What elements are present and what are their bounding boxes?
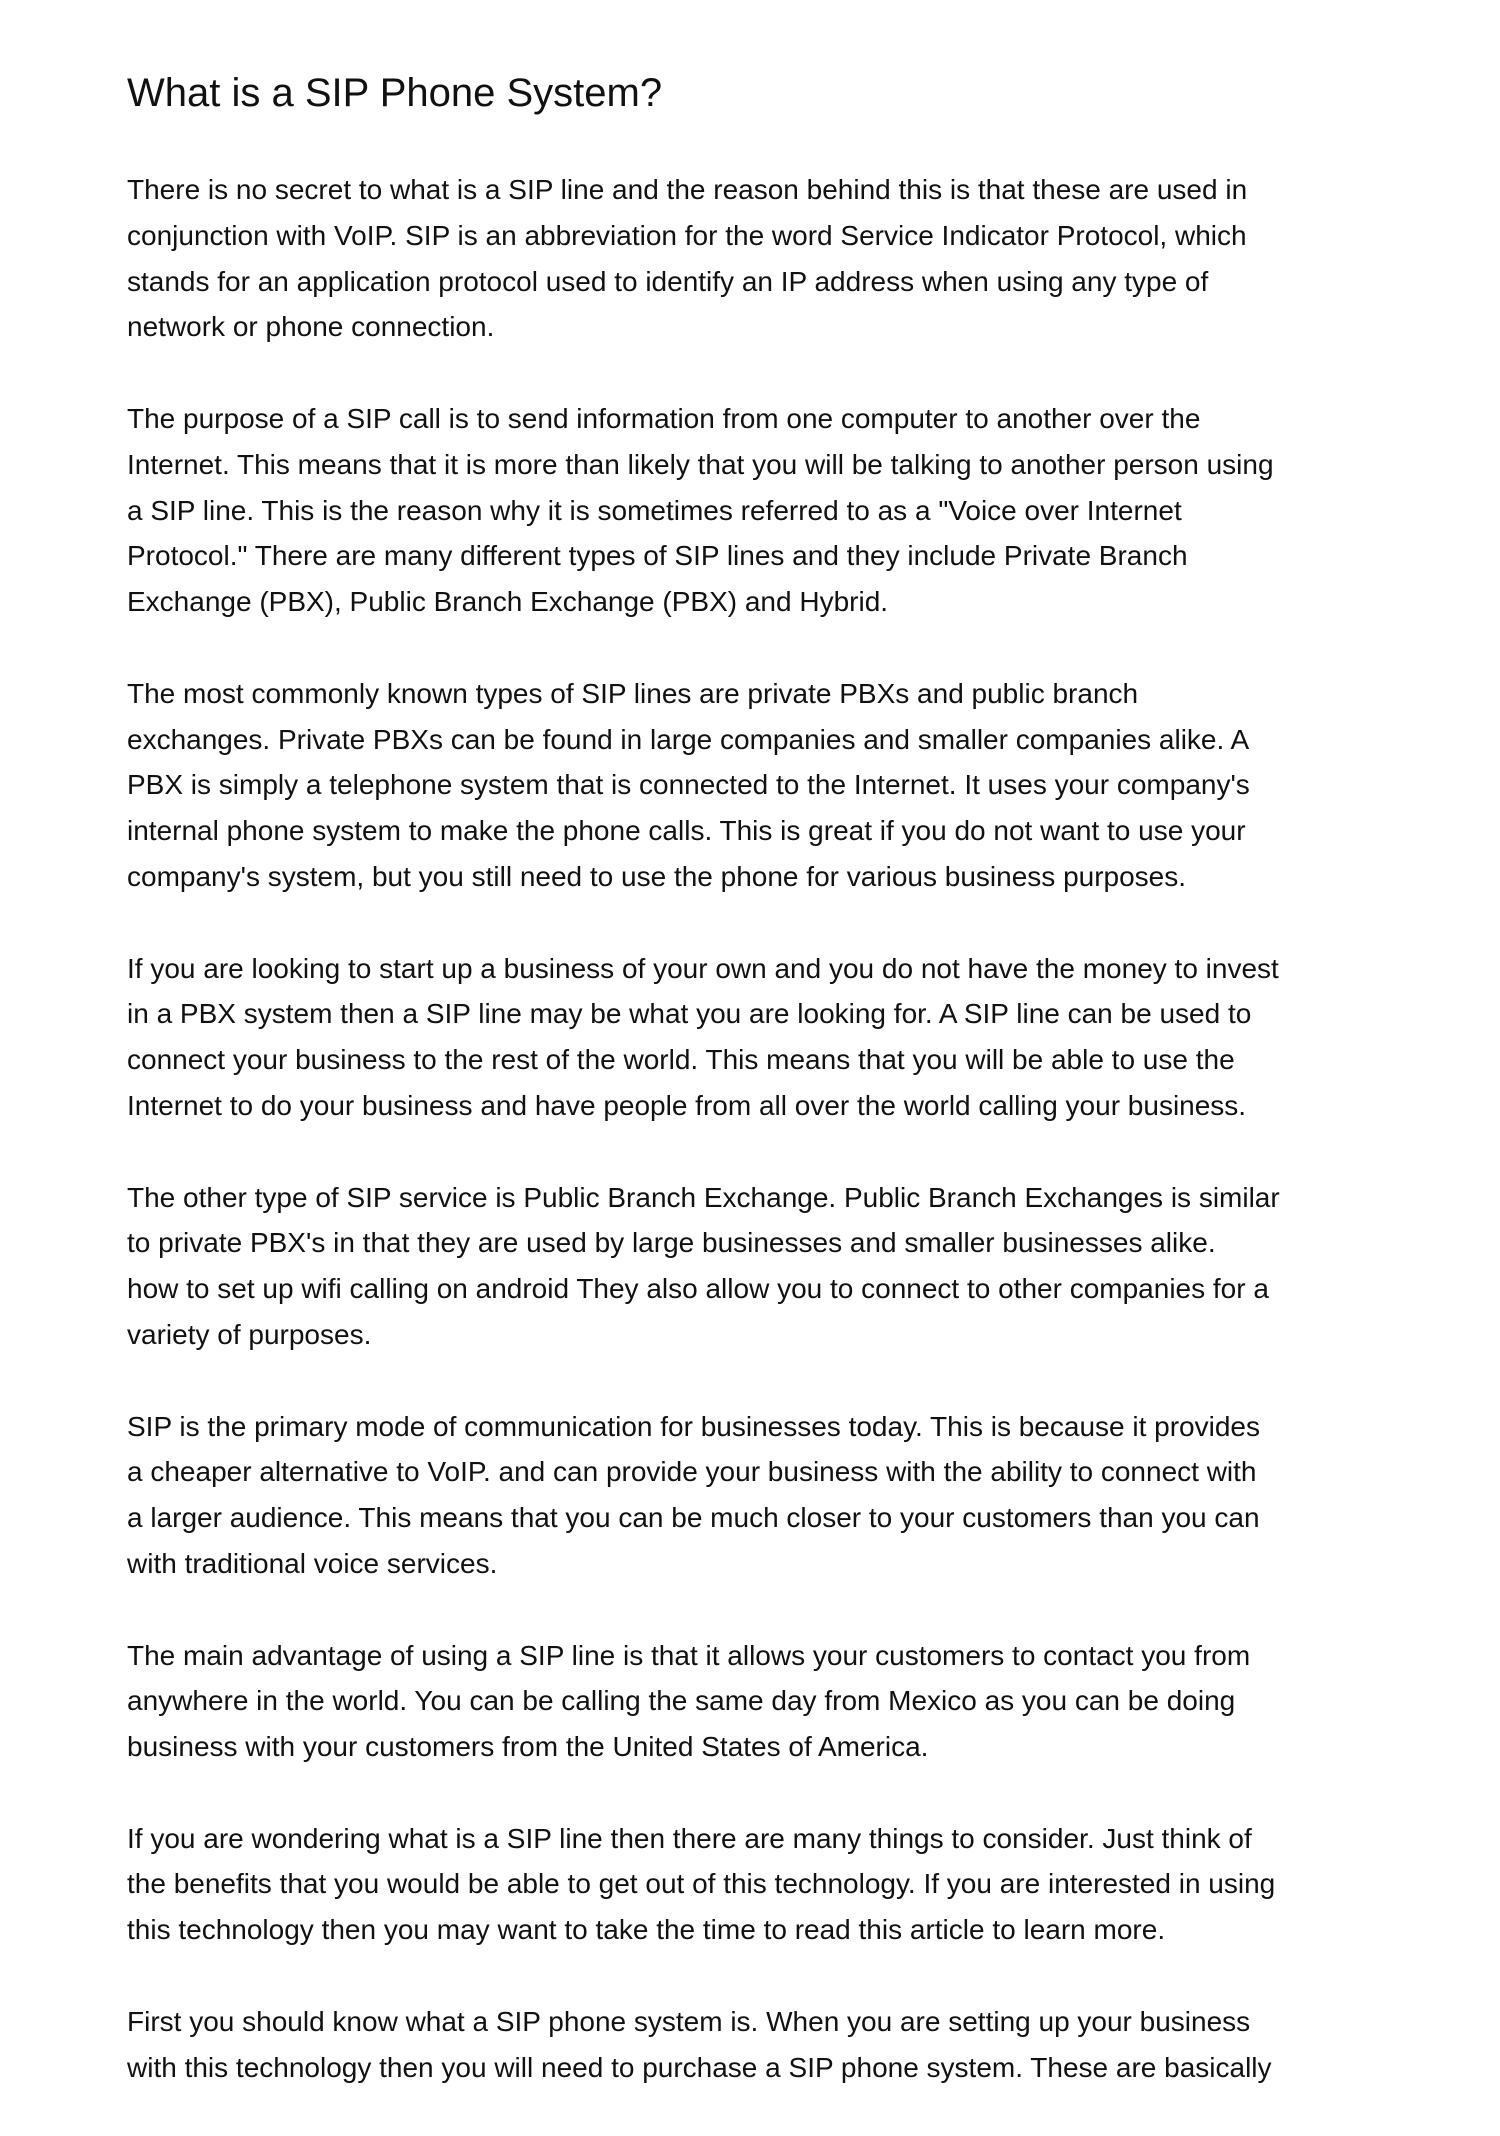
text-line: business with your customers from the United States of America. <box>127 1731 929 1763</box>
text-line: connect your business to the rest of the world. This means that you will be able to use the <box>127 1044 1235 1076</box>
page-title: What is a SIP Phone System? <box>127 71 663 115</box>
text-line: exchanges. Private PBXs can be found in large companies and smaller companies alike. A <box>127 723 1250 755</box>
article-body <box>127 167 1427 2136</box>
paragraph <box>127 946 1427 1129</box>
text-line: how to set up wifi calling on android They also allow you to connect to other companies for a <box>127 1273 1269 1305</box>
paragraph <box>127 1404 1427 1587</box>
text-line: the benefits that you would be able to get out of this technology. If you are interested in using <box>127 1868 1276 1900</box>
text-line: variety of purposes. <box>127 1318 372 1350</box>
text-line: with this technology then you will need to purchase a SIP phone system. These are basically <box>127 2051 1272 2083</box>
paragraph <box>127 1175 1427 1358</box>
text-line: There is no secret to what is a SIP line and the reason behind this is that these are used in <box>127 174 1248 205</box>
paragraph <box>127 1633 1427 1770</box>
text-line: Internet. This means that it is more than likely that you will be talking to another person using <box>127 448 1274 480</box>
text-line: internal phone system to make the phone calls. This is great if you do not want to use your <box>127 815 1246 847</box>
text-line: First you should know what a SIP phone system is. When you are setting up your business <box>127 2005 1251 2037</box>
text-line: If you are wondering what is a SIP line then there are many things to consider. Just think of <box>127 1822 1252 1854</box>
text-line: Exchange (PBX), Public Branch Exchange (PBX) and Hybrid. <box>127 586 889 618</box>
text-line: to private PBX's in that they are used by large businesses and smaller businesses alike. <box>127 1227 1216 1259</box>
text-line: conjunction with VoIP. SIP is an abbreviation for the word Service Indicator Protocol, which <box>127 219 1247 251</box>
paragraph <box>127 167 1427 350</box>
text-line: in a PBX system then a SIP line may be what you are looking for. A SIP line can be used to <box>127 998 1252 1030</box>
paragraph <box>127 1816 1427 1953</box>
text-line: The main advantage of using a SIP line is that it allows your customers to contact you from <box>127 1639 1251 1671</box>
text-line: company's system, but you still need to use the phone for various business purposes. <box>127 860 1187 892</box>
text-line: a SIP line. This is the reason why it is sometimes referred to as a "Voice over Internet <box>127 494 1182 526</box>
text-line: network or phone connection. <box>127 311 495 343</box>
text-line: with traditional voice services. <box>127 1547 498 1579</box>
text-line: PBX is simply a telephone system that is connected to the Internet. It uses your company's <box>127 769 1250 801</box>
text-line: anywhere in the world. You can be calling the same day from Mexico as you can be doing <box>127 1685 1236 1717</box>
paragraph <box>127 396 1427 625</box>
text-line: stands for an application protocol used to identify an IP address when using any type of <box>127 265 1209 297</box>
text-line: Protocol." There are many different types of SIP lines and they include Private Branch <box>127 540 1188 572</box>
text-line: The purpose of a SIP call is to send information from one computer to another over the <box>127 402 1201 434</box>
text-line: Internet to do your business and have people from all over the world calling your business. <box>127 1089 1247 1121</box>
text-line: a larger audience. This means that you can be much closer to your customers than you can <box>127 1502 1260 1534</box>
paragraph <box>127 1999 1427 2091</box>
text-line: SIP is the primary mode of communication for businesses today. This is because it provides <box>127 1410 1260 1442</box>
paragraph <box>127 671 1427 900</box>
text-line: The most commonly known types of SIP lines are private PBXs and public branch <box>127 677 1139 709</box>
text-line: The other type of SIP service is Public Branch Exchange. Public Branch Exchanges is similar <box>127 1181 1280 1213</box>
text-line: a cheaper alternative to VoIP. and can provide your business with the ability to connect with <box>127 1456 1257 1488</box>
text-line: If you are looking to start up a business of your own and you do not have the money to invest <box>127 952 1279 984</box>
text-line: this technology then you may want to take the time to read this article to learn more. <box>127 1914 1166 1946</box>
